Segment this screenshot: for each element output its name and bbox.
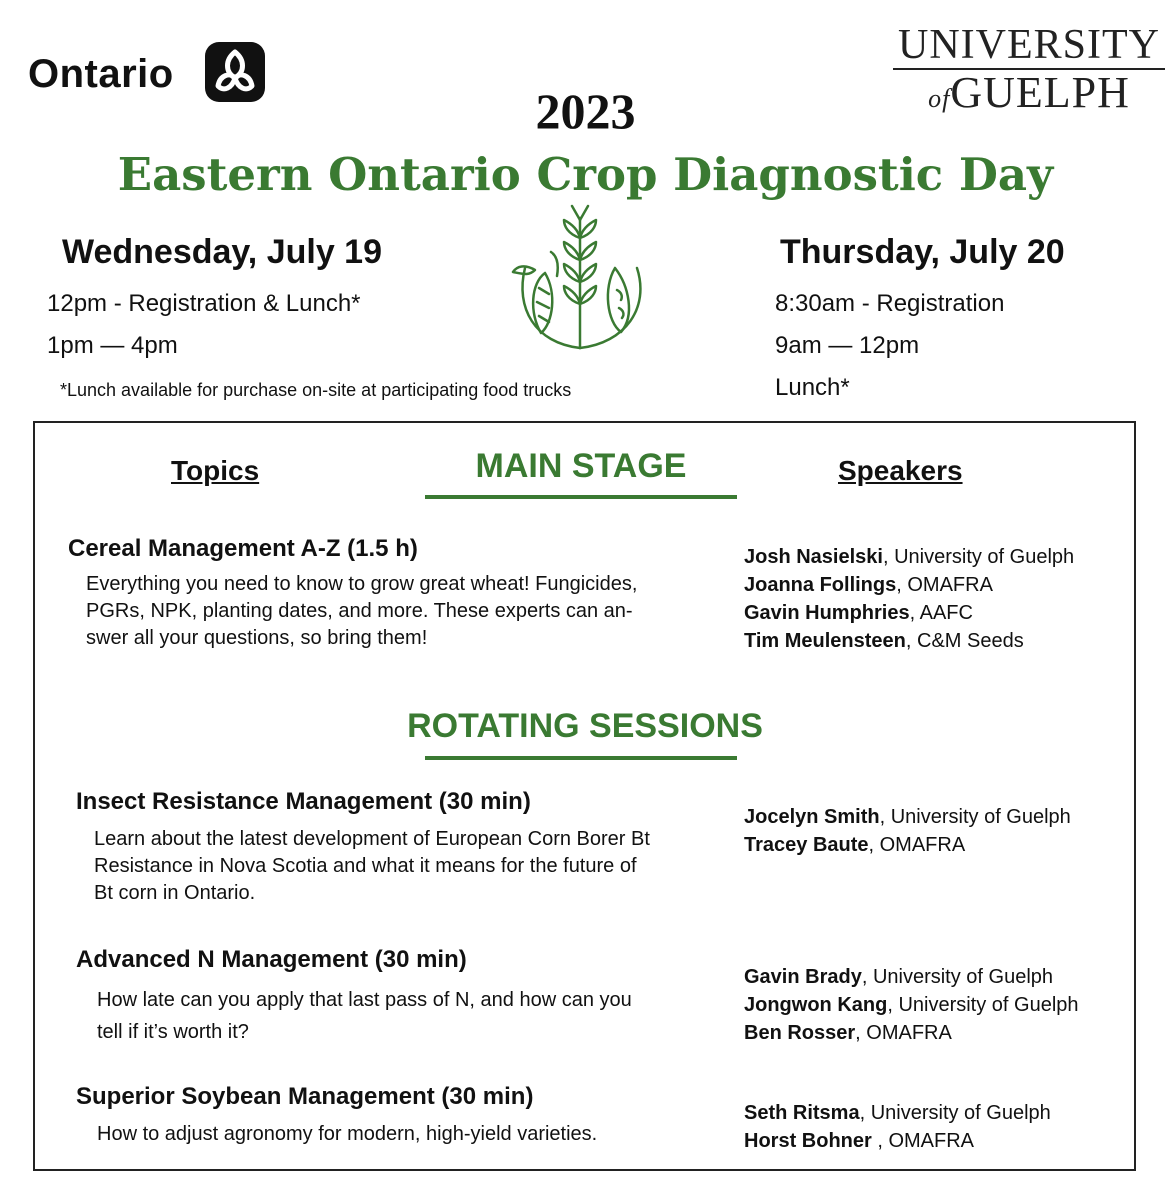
speaker: [744, 1019, 1079, 1047]
speaker-name: Jongwon Kang: [744, 994, 888, 1016]
description-line: Bt corn in Ontario.: [94, 882, 256, 904]
speaker-affiliation: , University of Guelph: [861, 966, 1054, 988]
thursday-heading: Thursday, July 20: [780, 233, 1065, 271]
speaker: [744, 543, 1074, 571]
speaker: [744, 963, 1079, 991]
crop-emblem-icon: [505, 198, 655, 358]
event-year: 2023: [535, 83, 636, 139]
speaker-name: Gavin Humphries: [744, 602, 910, 624]
speaker-affiliation: , University of Guelph: [879, 806, 1071, 828]
description-line: swer all your questions, so bring them!: [86, 627, 428, 649]
description-line: How late can you apply that last pass of N, and how can you: [97, 989, 632, 1011]
speaker-name: Seth Ritsma: [744, 1102, 860, 1124]
speaker-name: Josh Nasielski: [744, 546, 883, 568]
speaker-affiliation: , OMAFRA: [868, 834, 966, 856]
ontario-wordmark: Ontario: [28, 52, 174, 96]
speaker-name: Tracey Baute: [744, 834, 869, 856]
speaker: [744, 627, 1074, 655]
speaker-affiliation: , University of Guelph: [859, 1102, 1051, 1124]
lunch-note: *Lunch available for purchase on-site at participating food trucks: [60, 380, 572, 400]
session-description: [97, 984, 632, 1048]
speaker-list: [744, 543, 1074, 655]
rotating-sessions-rule: [425, 756, 737, 760]
main-stage-rule: [425, 495, 737, 499]
wednesday-line-2: 1pm — 4pm: [47, 332, 178, 359]
speaker-affiliation: , OMAFRA: [877, 1130, 975, 1152]
description-line: tell if it’s worth it?: [97, 1021, 249, 1043]
speaker: [744, 571, 1074, 599]
speakers-heading: Speakers: [838, 455, 963, 486]
university-word: UNIVERSITY: [893, 24, 1165, 70]
wednesday-line-1: 12pm - Registration & Lunch*: [47, 290, 361, 317]
speaker: [744, 831, 1071, 859]
session-title: Advanced N Management (30 min): [76, 946, 467, 973]
description-line: PGRs, NPK, planting dates, and more. These experts can an-: [86, 600, 633, 622]
speaker-affiliation: , University of Guelph: [887, 994, 1079, 1016]
speaker: [744, 1099, 1051, 1127]
speaker: [744, 803, 1071, 831]
rotating-sessions-heading: ROTATING SESSIONS: [407, 707, 763, 745]
thursday-line-1: 8:30am - Registration: [775, 290, 1005, 317]
speaker-name: Joanna Follings: [744, 574, 897, 596]
speaker-affiliation: , University of Guelph: [882, 546, 1075, 568]
speaker-affiliation: , AAFC: [909, 602, 973, 624]
speaker-affiliation: , OMAFRA: [896, 574, 993, 596]
session-description: [97, 1121, 597, 1148]
description-line: Everything you need to know to grow great wheat! Fungicides,: [86, 573, 638, 595]
event-title: Eastern Ontario Crop Diagnostic Day: [117, 148, 1054, 201]
speaker-list: [744, 1099, 1051, 1155]
session-title: Cereal Management A-Z (1.5 h): [68, 535, 418, 562]
speaker: [744, 599, 1074, 627]
description-line: Learn about the latest development of European Corn Borer Bt: [94, 828, 650, 850]
speaker-list: [744, 963, 1079, 1047]
speaker-affiliation: , C&M Seeds: [905, 630, 1024, 652]
speaker: [744, 991, 1079, 1019]
session-title: Superior Soybean Management (30 min): [76, 1083, 534, 1110]
speaker: [744, 1127, 1051, 1155]
topics-heading: Topics: [171, 455, 260, 486]
description-line: How to adjust agronomy for modern, high-yield varieties.: [97, 1123, 598, 1145]
session-title: Insect Resistance Management (30 min): [76, 788, 531, 815]
speaker-name: Ben Rosser: [744, 1022, 856, 1044]
thursday-line-2: 9am — 12pm: [775, 332, 920, 359]
speaker-affiliation: , OMAFRA: [855, 1022, 952, 1044]
session-description: [86, 571, 637, 652]
of-word: of: [928, 84, 951, 113]
speaker-name: Tim Meulensteen: [744, 630, 906, 652]
session-description: [94, 826, 650, 907]
main-stage-heading: MAIN STAGE: [475, 447, 687, 485]
description-line: Resistance in Nova Scotia and what it means for the future of: [94, 855, 637, 877]
speaker-list: [744, 803, 1071, 859]
speaker-name: Jocelyn Smith: [744, 806, 880, 828]
thursday-line-3: Lunch*: [775, 374, 850, 401]
speaker-name: Gavin Brady: [744, 966, 862, 988]
speaker-name: Horst Bohner: [744, 1130, 878, 1152]
guelph-word: GUELPH: [950, 68, 1130, 117]
wednesday-heading: Wednesday, July 19: [62, 233, 382, 271]
